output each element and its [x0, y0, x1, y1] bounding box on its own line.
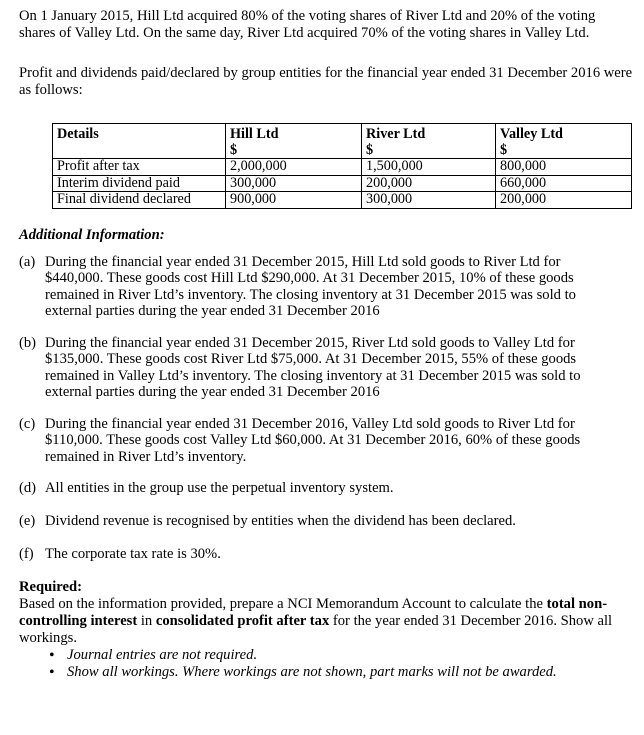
river-value: 300,000: [362, 192, 496, 209]
hill-value: 900,000: [226, 192, 362, 209]
river-value: 200,000: [362, 175, 496, 192]
row-label: Interim dividend paid: [53, 175, 226, 192]
hill-value: 2,000,000: [226, 159, 362, 176]
group-entities-table: [52, 123, 632, 209]
list-item: [19, 480, 634, 497]
profit-intro-paragraph: Profit and dividends paid/declared by group entities for the financial year ended 31 December 2016 were as follows:: [19, 65, 633, 98]
item-text: During the financial year ended 31 December 2015, River Ltd sold goods to Valley Ltd for $135,000. These goods cost River Ltd $75,000. At 31 December 2015, 55% of these goods remained in Valley Ltd’s inventory. The closing inventory at 31 December 2015 was sold to external parties during the year ended 31 December 2016: [45, 334, 581, 400]
item-label: (b): [19, 334, 37, 351]
item-label: (a): [19, 253, 36, 270]
item-label: (f): [19, 546, 34, 562]
required-heading: Required:: [19, 579, 82, 595]
item-label: (c): [19, 415, 36, 432]
row-label: Final dividend declared: [53, 192, 226, 209]
additional-info-heading: Additional Information:: [19, 226, 165, 243]
list-item: • Show all workings. Where workings are not shown, part marks will not be awarded.: [49, 664, 634, 681]
item-text: During the financial year ended 31 December 2015, Hill Ltd sold goods to River Ltd for $440,000. These goods cost Hill Ltd $290,000. At 31 December 2015, 10% of these goods remained in River Ltd’s inventory. The closing inventory at 31 December 2015 was sold to external parties during the year ended 31 December 2016: [45, 253, 576, 319]
list-item: [19, 546, 634, 563]
list-item: [19, 416, 634, 466]
required-bullets: [19, 647, 634, 681]
additional-info-list: [19, 254, 634, 564]
list-item: [19, 254, 634, 320]
required-text: Based on the information provided, prepare a NCI Memorandum Account to calculate the total non-controlling interest in consolidated profit after tax for the year ended 31 December 2016. Show all workings.: [19, 596, 613, 646]
row-label: Profit after tax: [53, 159, 226, 176]
table-row: [53, 175, 632, 192]
table-row: [53, 192, 632, 209]
valley-value: 200,000: [496, 192, 632, 209]
item-label: (e): [19, 513, 36, 529]
list-item: [19, 335, 634, 401]
header-details: Details: [53, 124, 226, 159]
list-item: [19, 513, 634, 530]
hill-value: 300,000: [226, 175, 362, 192]
header-river: River Ltd $: [362, 124, 496, 159]
list-item: • Journal entries are not required.: [49, 647, 634, 664]
river-value: 1,500,000: [362, 159, 496, 176]
table-row: [53, 159, 632, 176]
valley-value: 660,000: [496, 175, 632, 192]
item-text: The corporate tax rate is 30%.: [45, 546, 221, 562]
intro-paragraph: On 1 January 2015, Hill Ltd acquired 80% of the voting shares of River Ltd and 20% of the voting shares of Valley Ltd. On the same day, River Ltd acquired 70% of the voting shares in Valley Ltd.: [19, 8, 596, 41]
item-text: All entities in the group use the perpetual inventory system.: [45, 480, 394, 496]
table-header-row: [53, 124, 632, 159]
header-hill: Hill Ltd $: [226, 124, 362, 159]
header-valley: Valley Ltd $: [496, 124, 632, 159]
item-text: During the financial year ended 31 December 2016, Valley Ltd sold goods to River Ltd for $110,000. These goods cost Valley Ltd $60,000. At 31 December 2016, 60% of these goods remained in River Ltd’s inventory.: [45, 415, 581, 465]
item-label: (d): [19, 480, 37, 496]
item-text: Dividend revenue is recognised by entities when the dividend has been declared.: [45, 513, 516, 529]
valley-value: 800,000: [496, 159, 632, 176]
